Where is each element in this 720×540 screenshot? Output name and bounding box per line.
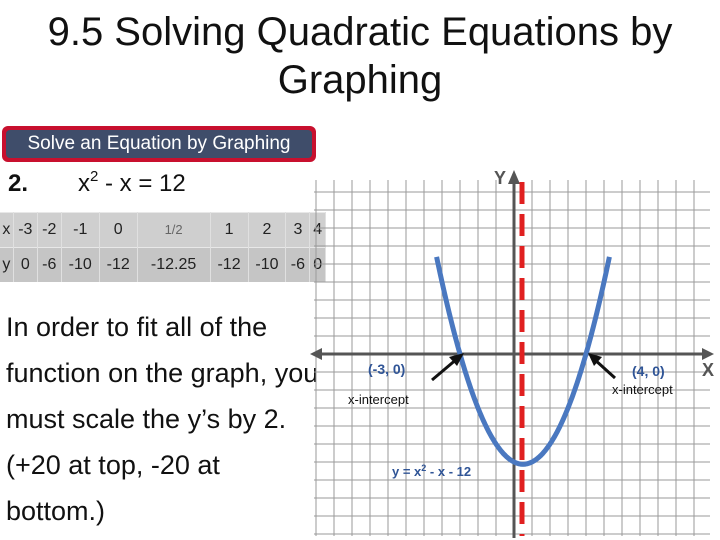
table-cell: -12 bbox=[210, 248, 248, 283]
table-cell: -10 bbox=[61, 248, 99, 283]
left-intercept-caption: x-intercept bbox=[348, 392, 409, 407]
table-row bbox=[0, 213, 326, 248]
table-cell: 2 bbox=[248, 213, 286, 248]
x-axis-label: X bbox=[702, 360, 715, 380]
table-header-x: x bbox=[0, 213, 13, 248]
equation-base: x bbox=[78, 170, 90, 197]
y-axis-arrow bbox=[508, 170, 520, 184]
section-banner bbox=[2, 126, 316, 162]
function-label bbox=[392, 463, 471, 479]
table-cell: -1 bbox=[61, 213, 99, 248]
table-cell: 0 bbox=[13, 248, 37, 283]
table-cell: 3 bbox=[286, 213, 310, 248]
title-line-1: 9.5 Solving Quadratic Equations by bbox=[47, 10, 673, 54]
table-cell: -6 bbox=[37, 248, 61, 283]
function-exponent: 2 bbox=[421, 463, 427, 473]
table-cell: -10 bbox=[248, 248, 286, 283]
problem-equation bbox=[78, 170, 186, 198]
title-line-2: Graphing bbox=[277, 58, 443, 102]
table-cell: -6 bbox=[286, 248, 310, 283]
xy-table bbox=[0, 212, 326, 282]
table-cell: -2 bbox=[37, 213, 61, 248]
function-base: y = x bbox=[392, 464, 422, 479]
explanation-text: In order to fit all of the function on the graph, you must scale the y’s by 2. (+20 at top, -20 at bottom.) bbox=[6, 312, 319, 526]
table-row bbox=[0, 248, 326, 283]
right-intercept-point: (4, 0) bbox=[632, 363, 665, 379]
equation-rest: - x = 12 bbox=[98, 170, 186, 197]
table-cell bbox=[137, 213, 210, 248]
x-axis-arrow-right bbox=[702, 348, 714, 360]
fraction-half: 1/2 bbox=[164, 222, 183, 237]
right-intercept-caption: x-intercept bbox=[612, 382, 673, 397]
coordinate-graph bbox=[310, 158, 720, 540]
table-cell: 0 bbox=[310, 248, 326, 283]
problem-number: 2. bbox=[8, 170, 29, 197]
table-cell: 4 bbox=[310, 213, 326, 248]
y-axis-label: Y bbox=[494, 168, 507, 188]
equation-exponent: 2 bbox=[90, 168, 99, 185]
table-cell: -12 bbox=[99, 248, 137, 283]
left-intercept-point: (-3, 0) bbox=[368, 361, 406, 377]
slide-title bbox=[20, 8, 700, 104]
grid-lines bbox=[314, 180, 710, 536]
function-rest: - x - 12 bbox=[426, 464, 472, 479]
table-cell: 1 bbox=[210, 213, 248, 248]
banner-label: Solve an Equation by Graphing bbox=[6, 130, 312, 158]
table-header-y: y bbox=[0, 248, 13, 283]
table-cell: -12.25 bbox=[137, 248, 210, 283]
table-cell: -3 bbox=[13, 213, 37, 248]
table-cell: 0 bbox=[99, 213, 137, 248]
